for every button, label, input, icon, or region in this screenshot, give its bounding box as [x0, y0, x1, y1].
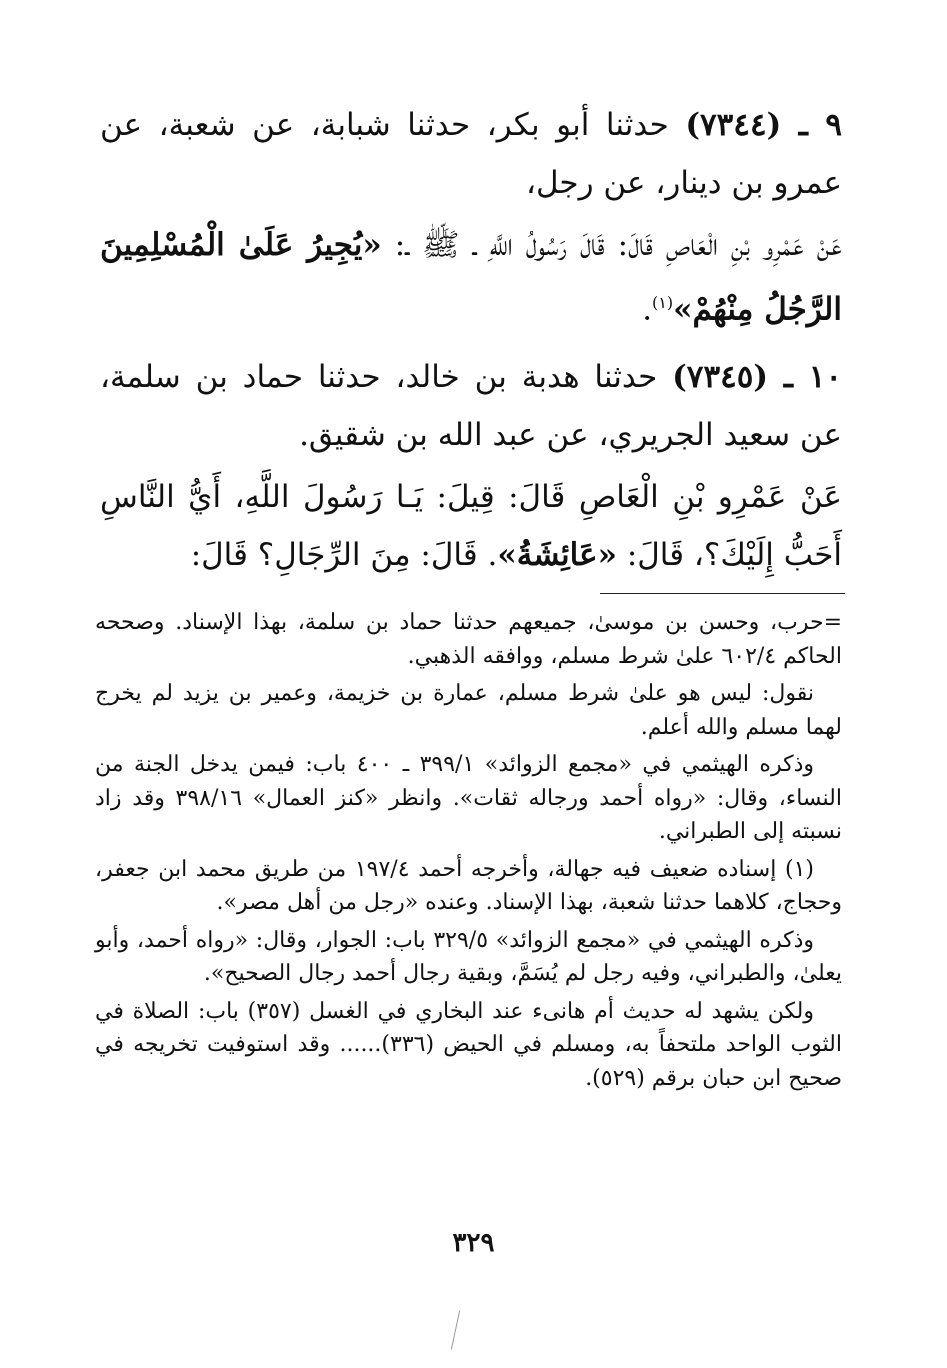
footnote-continuation: =حرب، وحسن بن موسىٰ، جميعهم حدثنا حماد بن سلمة، بهذا الإسناد. وصححه الحاكم ٦٠٢/٤ علىٰ شرط مسلم، ووافقه الذهبي.	[95, 610, 842, 669]
footnote-haythami-1: وذكره الهيثمي في «مجمع الزوائد» ٣٩٩/١ ـ ٤٠٠ باب: فيمن يدخل الجنة من النساء، وقال: «رواه أحمد ورجاله ثقات». وانظر «كنز العمال» ٣٩٨/١٦ وقد زاد نسبته إلى الطبراني.	[95, 752, 842, 844]
footnote-ref-1: (١)	[652, 293, 674, 312]
hadith-9-end: .	[642, 291, 653, 328]
hadith-10-continuation: . قَالَ: مِنَ الرِّجَالِ؟ قَالَ:	[190, 537, 498, 574]
footnote-separator	[600, 593, 845, 594]
hadith-9-matn: «يُجِيرُ عَلَىٰ الْمُسْلِمِينَ الرَّجُلُ مِنْهُمْ»	[100, 227, 842, 328]
hadith-9-chain	[100, 96, 842, 212]
footnote-haythami-2: وذكره الهيثمي في «مجمع الزوائد» ٣٢٩/٥ باب: الجوار، وقال: «رواه أحمد، وأبو يعلىٰ، والطبراني، وفيه رجل لم يُسَمَّ، وبقية رجال أحمد رجال الصحيح».	[95, 927, 842, 986]
footnote-witness: ولكن يشهد له حديث أم هانىء عند البخاري في الغسل (٣٥٧) باب: الصلاة في الثوب الواحد ملتحفاً به، ومسلم في الحيض (٣٣٦)...... وقد استوفيت تخريجه في صحيح ابن حبان برقم (٥٢٩).	[95, 998, 843, 1091]
hadith-10-text	[100, 468, 842, 584]
page-number-text: ٣٢٩	[452, 1228, 495, 1258]
footnote-comment: نقول: ليس هو علىٰ شرط مسلم، عمارة بن خزيمة، وعمير بن يزيد لم يخرج لهما مسلم والله أعلم.	[95, 681, 842, 740]
hadith-10-intro: عَنْ عَمْرِو بْنِ الْعَاصِ قَالَ: قِيلَ: يَـا رَسُولَ اللَّهِ، أَيُّ النَّاسِ أَحَبُّ إِلَيْكَ؟، قَالَ:	[100, 479, 842, 574]
hadith-9-text	[100, 216, 842, 338]
hadith-10-answer: «عَائِشَةُ»	[497, 537, 617, 574]
page-number	[0, 1228, 947, 1258]
scan-mark	[451, 1310, 460, 1349]
hadith-9-number: ٩ ـ (٧٣٤٤)	[685, 107, 842, 143]
hadith-9-intro: عَنْ عَمْرِو بْنِ الْعَاصِ قَالَ: قَالَ رَسُولُ اللَّهِ ـ ﷺ ـ:	[381, 227, 842, 263]
hadith-9-isnad: حدثنا أبو بكر، حدثنا شبابة، عن شعبة، عن عمرو بن دينار، عن رجل،	[100, 107, 842, 201]
hadith-10-chain	[100, 348, 842, 464]
hadith-10-number: ١٠ ـ (٧٣٤٥)	[672, 359, 843, 396]
main-text	[100, 96, 842, 584]
hadith-10-isnad: حدثنا هدبة بن خالد، حدثنا حماد بن سلمة، عن سعيد الجريري، عن عبد الله بن شقيق.	[100, 359, 842, 454]
footnote-1: (١) إسناده ضعيف فيه جهالة، وأخرجه أحمد ١٩٧/٤ من طريق محمد ابن جعفر، وحجاج، كلاهما حدثنا شعبة، بهذا الإسناد. وعنده «رجل من أهل مصر».	[95, 856, 842, 915]
footnotes	[95, 606, 842, 1099]
